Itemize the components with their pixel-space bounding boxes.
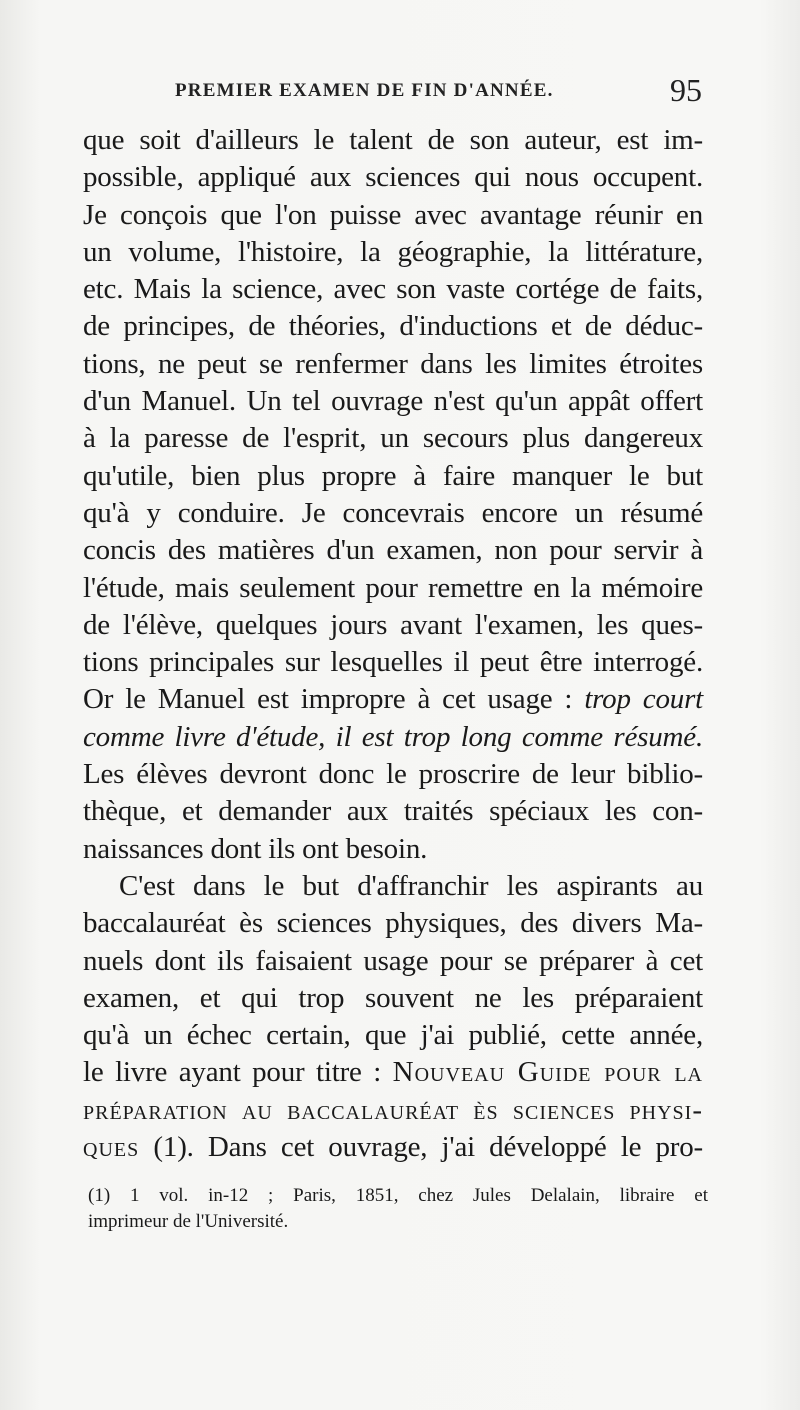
- italic-segment: trop court: [584, 683, 704, 716]
- footnote: [88, 1183, 708, 1235]
- text-line: concis des matières d'un examen, non pour servir à: [83, 534, 703, 567]
- text-line: un volume, l'histoire, la géographie, la littérature,: [83, 235, 703, 268]
- text-line: que soit d'ailleurs le talent de son auteur, est im-: [83, 124, 703, 156]
- body-text: [83, 122, 703, 1166]
- text-line: examen, et qui trop souvent ne les préparaient: [83, 981, 703, 1014]
- text-segment: le livre ayant pour titre :: [83, 1056, 393, 1089]
- smallcaps-segment: ques: [83, 1131, 140, 1164]
- running-head: PREMIER EXAMEN DE FIN D'ANNÉE.: [175, 80, 554, 101]
- text-line: qu'à un échec certain, que j'ai publié, cette année,: [83, 1019, 703, 1052]
- text-segment: (1). Dans cet ouvrage, j'ai développé le pro-: [139, 1131, 703, 1164]
- text-line: nuels dont ils faisaient usage pour se préparer à cet: [83, 944, 703, 977]
- text-line: qu'utile, bien plus propre à faire manquer le but: [83, 459, 703, 492]
- text-line: C'est dans le but d'affranchir les aspirants au: [119, 869, 703, 902]
- text-line: qu'à y conduire. Je concevrais encore un résumé: [83, 496, 703, 529]
- text-line: Les élèves devront donc le proscrire de leur biblio-: [83, 758, 703, 791]
- text-line: Je conçois que l'on puisse avec avantage réunir en: [83, 198, 703, 231]
- text-line: de l'élève, quelques jours avant l'examen, les ques-: [83, 608, 703, 641]
- text-line: à la paresse de l'esprit, un secours plus dangereux: [83, 422, 703, 455]
- page-number: 95: [670, 72, 702, 108]
- page-header: [175, 72, 710, 108]
- text-line: possible, appliqué aux sciences qui nous occupent.: [83, 161, 703, 194]
- text-line: d'un Manuel. Un tel ouvrage n'est qu'un appât offert: [83, 385, 703, 418]
- footnote-line: imprimeur de l'Université.: [88, 1211, 289, 1232]
- footnote-line: (1) 1 vol. in-12 ; Paris, 1851, chez Jules Delalain, libraire et: [88, 1185, 708, 1206]
- text-line: thèque, et demander aux traités spéciaux les con-: [83, 795, 703, 828]
- text-line: baccalauréat ès sciences physiques, des divers Ma-: [83, 907, 703, 940]
- text-line: etc. Mais la science, avec son vaste cortége de faits,: [83, 273, 703, 306]
- text-line: [83, 681, 703, 718]
- text-line: [83, 1129, 703, 1166]
- italic-segment: comme livre d'étude, il est trop long comme résumé.: [83, 720, 703, 753]
- text-line: [83, 719, 703, 756]
- text-line: [83, 1054, 703, 1091]
- text-line: l'étude, mais seulement pour remettre en la mémoire: [83, 571, 703, 604]
- text-line: de principes, de théories, d'inductions et de déduc-: [83, 310, 703, 343]
- text-line: naissances dont ils ont besoin.: [83, 832, 428, 865]
- text-line: tions, ne peut se renfermer dans les limites étroites: [83, 347, 703, 380]
- smallcaps-segment: préparation au baccalauréat ès sciences physi-: [83, 1093, 703, 1126]
- text-segment: Or le Manuel est impropre à cet usage :: [83, 683, 585, 716]
- smallcaps-segment: Nouveau Guide pour la: [392, 1056, 704, 1089]
- text-line: tions principales sur lesquelles il peut être interrogé.: [83, 646, 703, 679]
- text-line: [83, 1092, 703, 1129]
